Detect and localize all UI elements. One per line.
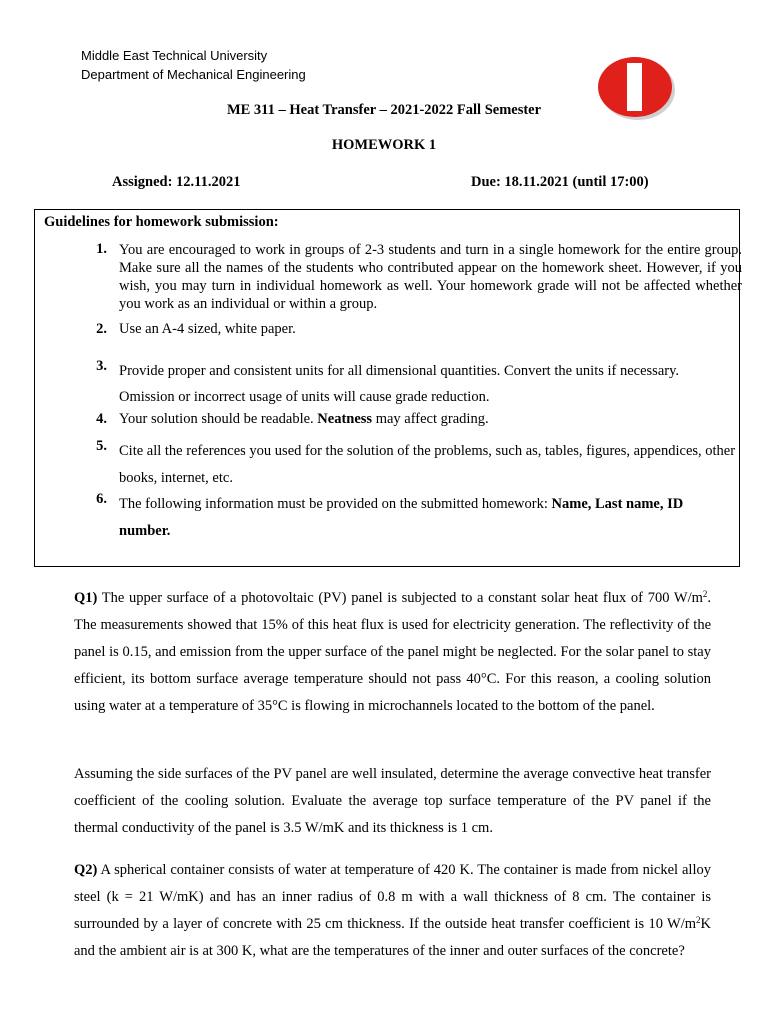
guideline-text-line: Cite all the references you used for the solution of the problems, such as, tables, figures, appendices, other <box>119 443 736 459</box>
guidelines-box <box>34 209 740 567</box>
homework-title: HOMEWORK 1 <box>331 137 437 153</box>
question-1-text-cont: . The measurements showed that 15% of this heat flux is used for electricity generation. The reflectivity of the panel is 0.15, and emission from the upper surface of the panel might be neglected. For the solar panel to stay efficient, its bottom surface average temperature should not pass 40°C. For this reason, a cooling solution using water at a temperature of 35°C is flowing in microchannels located to the bottom of the panel. <box>74 590 711 714</box>
superscript: 2 <box>696 915 701 925</box>
guideline-text-bold: Name, Last name, ID number. <box>119 496 684 539</box>
guideline-text: Use an A-4 sized, white paper. <box>119 321 296 337</box>
question-1-paragraph-1 <box>74 585 711 720</box>
guideline-number: 5. <box>96 438 107 454</box>
question-1-text: The upper surface of a photovoltaic (PV) panel is subjected to a constant solar heat flux of 700 W/m <box>97 590 703 606</box>
guideline-text <box>119 491 719 545</box>
guideline-number: 3. <box>96 358 107 374</box>
question-2-text-cont: K and the ambient air is at 300 K, what are the temperatures of the inner and outer surfaces of the concrete? <box>74 916 711 959</box>
guideline-text-line: books, internet, etc. <box>119 470 233 486</box>
guideline-text <box>119 411 742 428</box>
guideline-text-line: Omission or incorrect usage of units will cause grade reduction. <box>119 389 490 405</box>
guideline-text-part: may affect grading. <box>372 411 489 427</box>
guideline-text <box>119 358 742 410</box>
guideline-text <box>119 438 742 492</box>
guideline-text-line: Provide proper and consistent units for all dimensional quantities. Convert the units if necessary. <box>119 363 680 379</box>
guideline-number: 1. <box>96 241 107 257</box>
question-2-text: A spherical container consists of water at temperature of 420 K. The container is made from nickel alloy steel (k = 21 W/mK) and has an inner radius of 0.8 m with a wall thickness of 8 cm. The container is surrounded by a layer of concrete with 25 cm thickness. If the outside heat transfer coefficient is 10 W/m <box>74 862 711 932</box>
guideline-number: 4. <box>96 411 107 427</box>
department-name: Department of Mechanical Engineering <box>81 67 306 82</box>
university-name: Middle East Technical University <box>81 48 268 63</box>
guideline-text-bold: Neatness <box>317 411 373 427</box>
question-1-paragraph-2: Assuming the side surfaces of the PV panel are well insulated, determine the average convective heat transfer coefficient of the cooling solution. Evaluate the average top surface temperature of the PV panel if the thermal conductivity of the panel is 3.5 W/mK and its thickness is 1 cm. <box>74 766 711 836</box>
question-1-label: Q1) <box>74 590 98 606</box>
guidelines-heading: Guidelines for homework submission: <box>44 214 279 230</box>
course-title: ME 311 – Heat Transfer – 2021-2022 Fall Semester <box>226 102 542 118</box>
guideline-number: 6. <box>96 491 107 507</box>
guideline-text: You are encouraged to work in groups of 2-3 students and turn in a single homework for the entire group. Make sure all the names of the students who contributed appear on the homework sheet. However, if you wish, you may turn in individual homework as well. Your homework grade will not be affected whether you work as an individual or within a group. <box>119 242 742 312</box>
guideline-number: 2. <box>96 321 107 337</box>
guideline-text-part: Your solution should be readable. <box>119 411 318 427</box>
question-2-label: Q2) <box>74 862 98 878</box>
due-date: Due: 18.11.2021 (until 17:00) <box>471 174 649 190</box>
assigned-date: Assigned: 12.11.2021 <box>112 174 241 190</box>
superscript: 2 <box>702 589 708 599</box>
guideline-text-part: The following information must be provided on the submitted homework: <box>119 496 552 512</box>
question-2-paragraph <box>74 857 711 965</box>
